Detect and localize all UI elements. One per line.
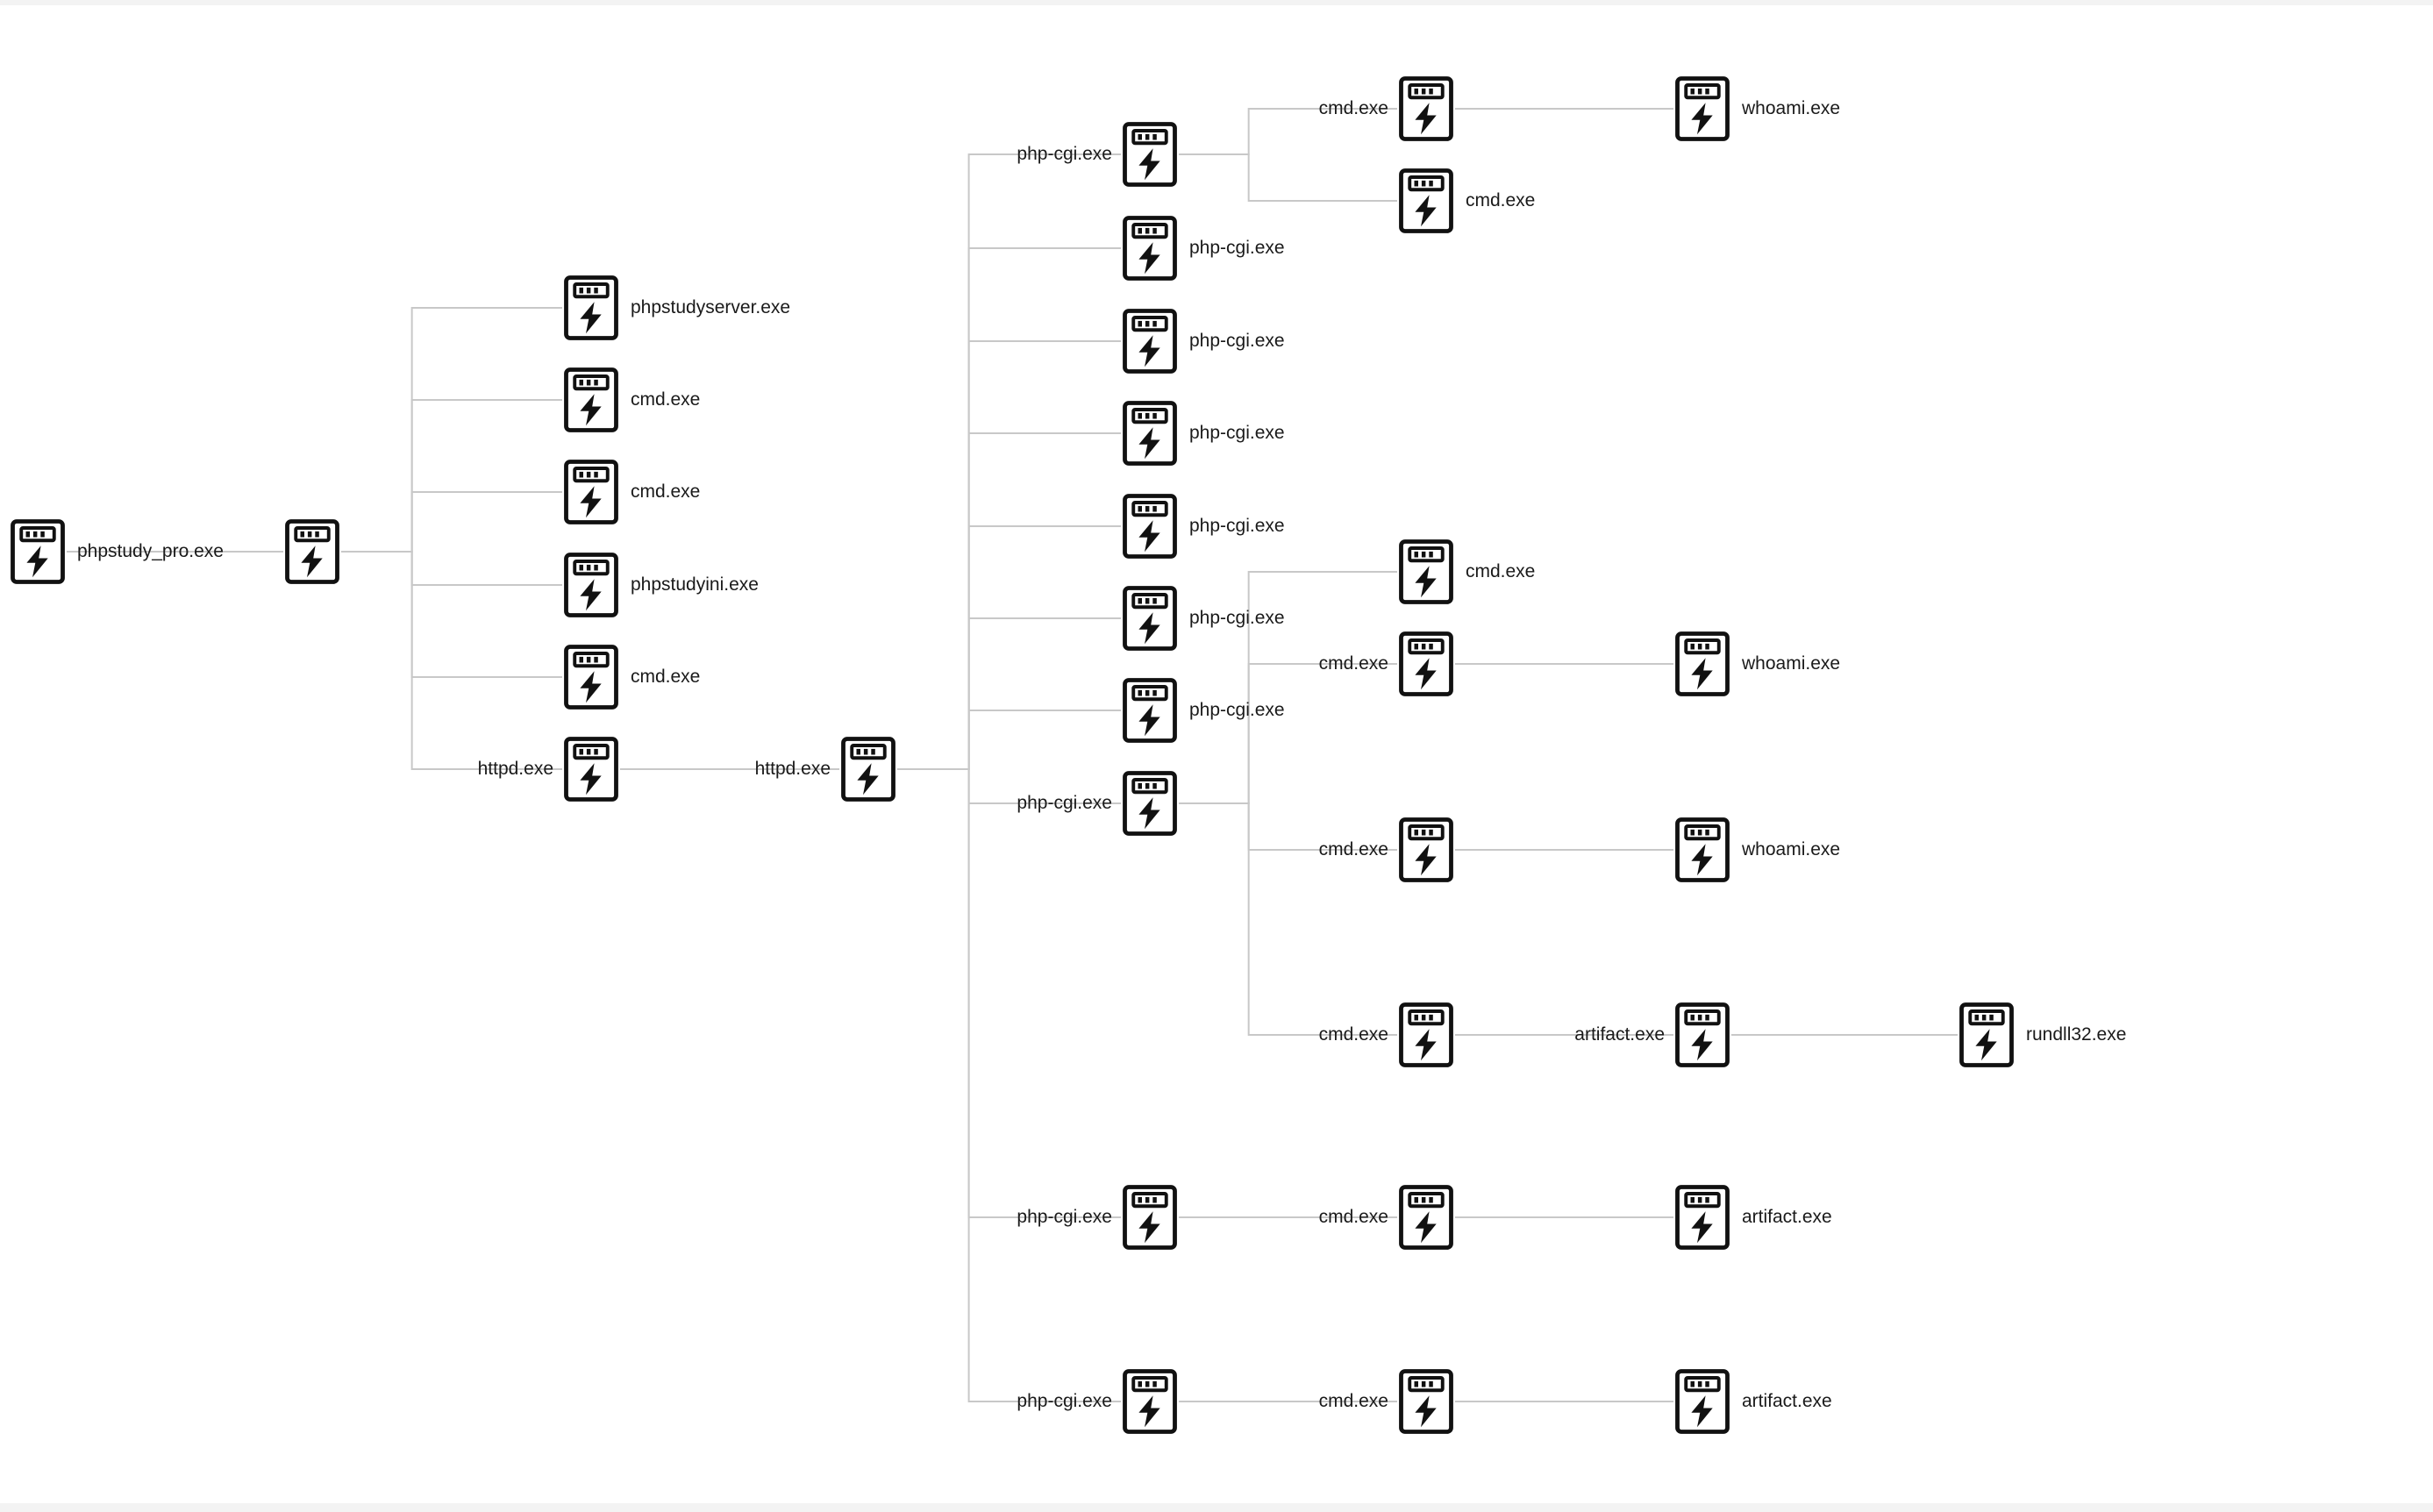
process-node-label: rundll32.exe [2026,1024,2127,1045]
process-executable-icon [1397,1001,1455,1069]
process-executable-icon [562,551,620,619]
process-executable-icon [1397,167,1455,235]
process-node-cmd-exe[interactable] [1397,75,1455,143]
process-node-label: cmd.exe [1318,653,1388,674]
process-node-php-cgi-exe[interactable] [1121,399,1179,467]
process-executable-icon [562,458,620,526]
process-node-label: php-cgi.exe [1189,516,1285,536]
process-executable-icon [1121,399,1179,467]
process-node-label: artifact.exe [1742,1391,1832,1411]
process-node-whoami-exe[interactable] [1673,75,1731,143]
process-executable-icon [562,366,620,434]
process-node-cmd-exe[interactable] [1397,630,1455,698]
process-executable-icon [1121,1367,1179,1436]
process-executable-icon [1673,75,1731,143]
process-node-whoami-exe[interactable] [1673,630,1731,698]
process-executable-icon [1673,1183,1731,1252]
process-node-artifact-exe[interactable] [1673,1367,1731,1436]
edge-n8-n9 [897,154,1121,769]
edge-n16-n22 [1179,572,1397,803]
process-node-cmd-exe[interactable] [1397,1367,1455,1436]
process-node-label: cmd.exe [631,667,701,687]
process-node-label: httpd.exe [477,759,553,779]
edge-n1-n3 [341,400,562,552]
process-node-php-cgi-exe[interactable] [1121,1367,1179,1436]
edge-n1-n6 [341,552,562,677]
process-node-label: whoami.exe [1742,98,1841,118]
process-node-label: cmd.exe [1318,98,1388,118]
process-executable-icon [1397,630,1455,698]
process-node-phpstudyserver-exe[interactable] [562,274,620,342]
process-node-cmd-exe[interactable] [562,366,620,434]
process-executable-icon [1121,1183,1179,1252]
process-node[interactable] [283,517,341,586]
edge-n1-n5 [341,552,562,585]
process-executable-icon [562,735,620,803]
process-node-label: whoami.exe [1742,653,1841,674]
process-node-label: php-cgi.exe [1189,608,1285,628]
process-executable-icon [9,517,67,586]
process-executable-icon [1397,538,1455,606]
edge-n1-n4 [341,492,562,552]
process-node-php-cgi-exe[interactable] [1121,676,1179,745]
process-executable-icon [1397,816,1455,884]
process-node-cmd-exe[interactable] [1397,167,1455,235]
edge-n9-n20 [1179,154,1397,201]
process-node-phpstudyini-exe[interactable] [562,551,620,619]
process-node-php-cgi-exe[interactable] [1121,1183,1179,1252]
process-node-label: php-cgi.exe [1189,331,1285,351]
process-node-label: cmd.exe [1318,839,1388,859]
edge-n1-n2 [341,308,562,552]
process-node-label: artifact.exe [1574,1024,1665,1045]
process-node-label: cmd.exe [1466,190,1536,210]
process-node-cmd-exe[interactable] [1397,1183,1455,1252]
process-executable-icon [1958,1001,2016,1069]
process-node-php-cgi-exe[interactable] [1121,214,1179,282]
process-executable-icon [839,735,897,803]
process-node-label: cmd.exe [631,481,701,502]
process-node-artifact-exe[interactable] [1673,1183,1731,1252]
process-node-rundll32-exe[interactable] [1958,1001,2016,1069]
process-node-label: php-cgi.exe [1189,238,1285,258]
process-node-label: cmd.exe [1318,1391,1388,1411]
process-executable-icon [1673,630,1731,698]
process-executable-icon [1397,1367,1455,1436]
edge-n16-n23 [1179,664,1397,803]
process-node-label: phpstudy_pro.exe [77,541,224,561]
process-node-cmd-exe[interactable] [1397,538,1455,606]
process-executable-icon [1121,584,1179,653]
edge-n8-n10 [897,248,1121,769]
process-node-label: php-cgi.exe [1017,144,1112,164]
edge-n8-n13 [897,526,1121,769]
process-executable-icon [1673,1001,1731,1069]
process-executable-icon [562,274,620,342]
process-node-cmd-exe[interactable] [562,643,620,711]
process-node-php-cgi-exe[interactable] [1121,307,1179,375]
edge-n8-n14 [897,618,1121,769]
process-node-label: php-cgi.exe [1017,793,1112,813]
process-node-artifact-exe[interactable] [1673,1001,1731,1069]
edge-n8-n18 [897,769,1121,1401]
process-node-label: php-cgi.exe [1017,1207,1112,1227]
process-node-label: php-cgi.exe [1189,700,1285,720]
process-node-label: httpd.exe [754,759,831,779]
process-node-label: cmd.exe [1466,561,1536,581]
process-executable-icon [1673,1367,1731,1436]
process-node-label: phpstudyini.exe [631,574,759,595]
process-node-label: php-cgi.exe [1017,1391,1112,1411]
process-executable-icon [1673,816,1731,884]
process-node-cmd-exe[interactable] [1397,816,1455,884]
process-node-label: cmd.exe [1318,1024,1388,1045]
process-node-httpd-exe[interactable] [839,735,897,803]
process-node-php-cgi-exe[interactable] [1121,584,1179,653]
edge-n8-n12 [897,433,1121,769]
edge-n16-n27 [1179,803,1397,1035]
process-node-whoami-exe[interactable] [1673,816,1731,884]
edge-n8-n11 [897,341,1121,769]
process-executable-icon [1121,120,1179,189]
process-executable-icon [1397,1183,1455,1252]
process-node-phpstudy-pro-exe[interactable] [9,517,67,586]
process-node-cmd-exe[interactable] [1397,1001,1455,1069]
process-node-php-cgi-exe[interactable] [1121,492,1179,560]
process-node-label: cmd.exe [631,389,701,410]
process-executable-icon [1121,214,1179,282]
process-executable-icon [1121,769,1179,838]
process-node-label: artifact.exe [1742,1207,1832,1227]
process-executable-icon [283,517,341,586]
process-node-label: phpstudyserver.exe [631,297,791,317]
process-executable-icon [1121,492,1179,560]
process-executable-icon [1397,75,1455,143]
process-node-httpd-exe[interactable] [562,735,620,803]
edge-n8-n15 [897,710,1121,769]
process-executable-icon [562,643,620,711]
bottom-divider [0,1503,2433,1512]
process-node-php-cgi-exe[interactable] [1121,120,1179,189]
process-node-php-cgi-exe[interactable] [1121,769,1179,838]
process-executable-icon [1121,676,1179,745]
process-node-cmd-exe[interactable] [562,458,620,526]
process-node-label: whoami.exe [1742,839,1841,859]
process-node-label: php-cgi.exe [1189,423,1285,443]
process-node-label: cmd.exe [1318,1207,1388,1227]
edge-n8-n17 [897,769,1121,1217]
process-executable-icon [1121,307,1179,375]
